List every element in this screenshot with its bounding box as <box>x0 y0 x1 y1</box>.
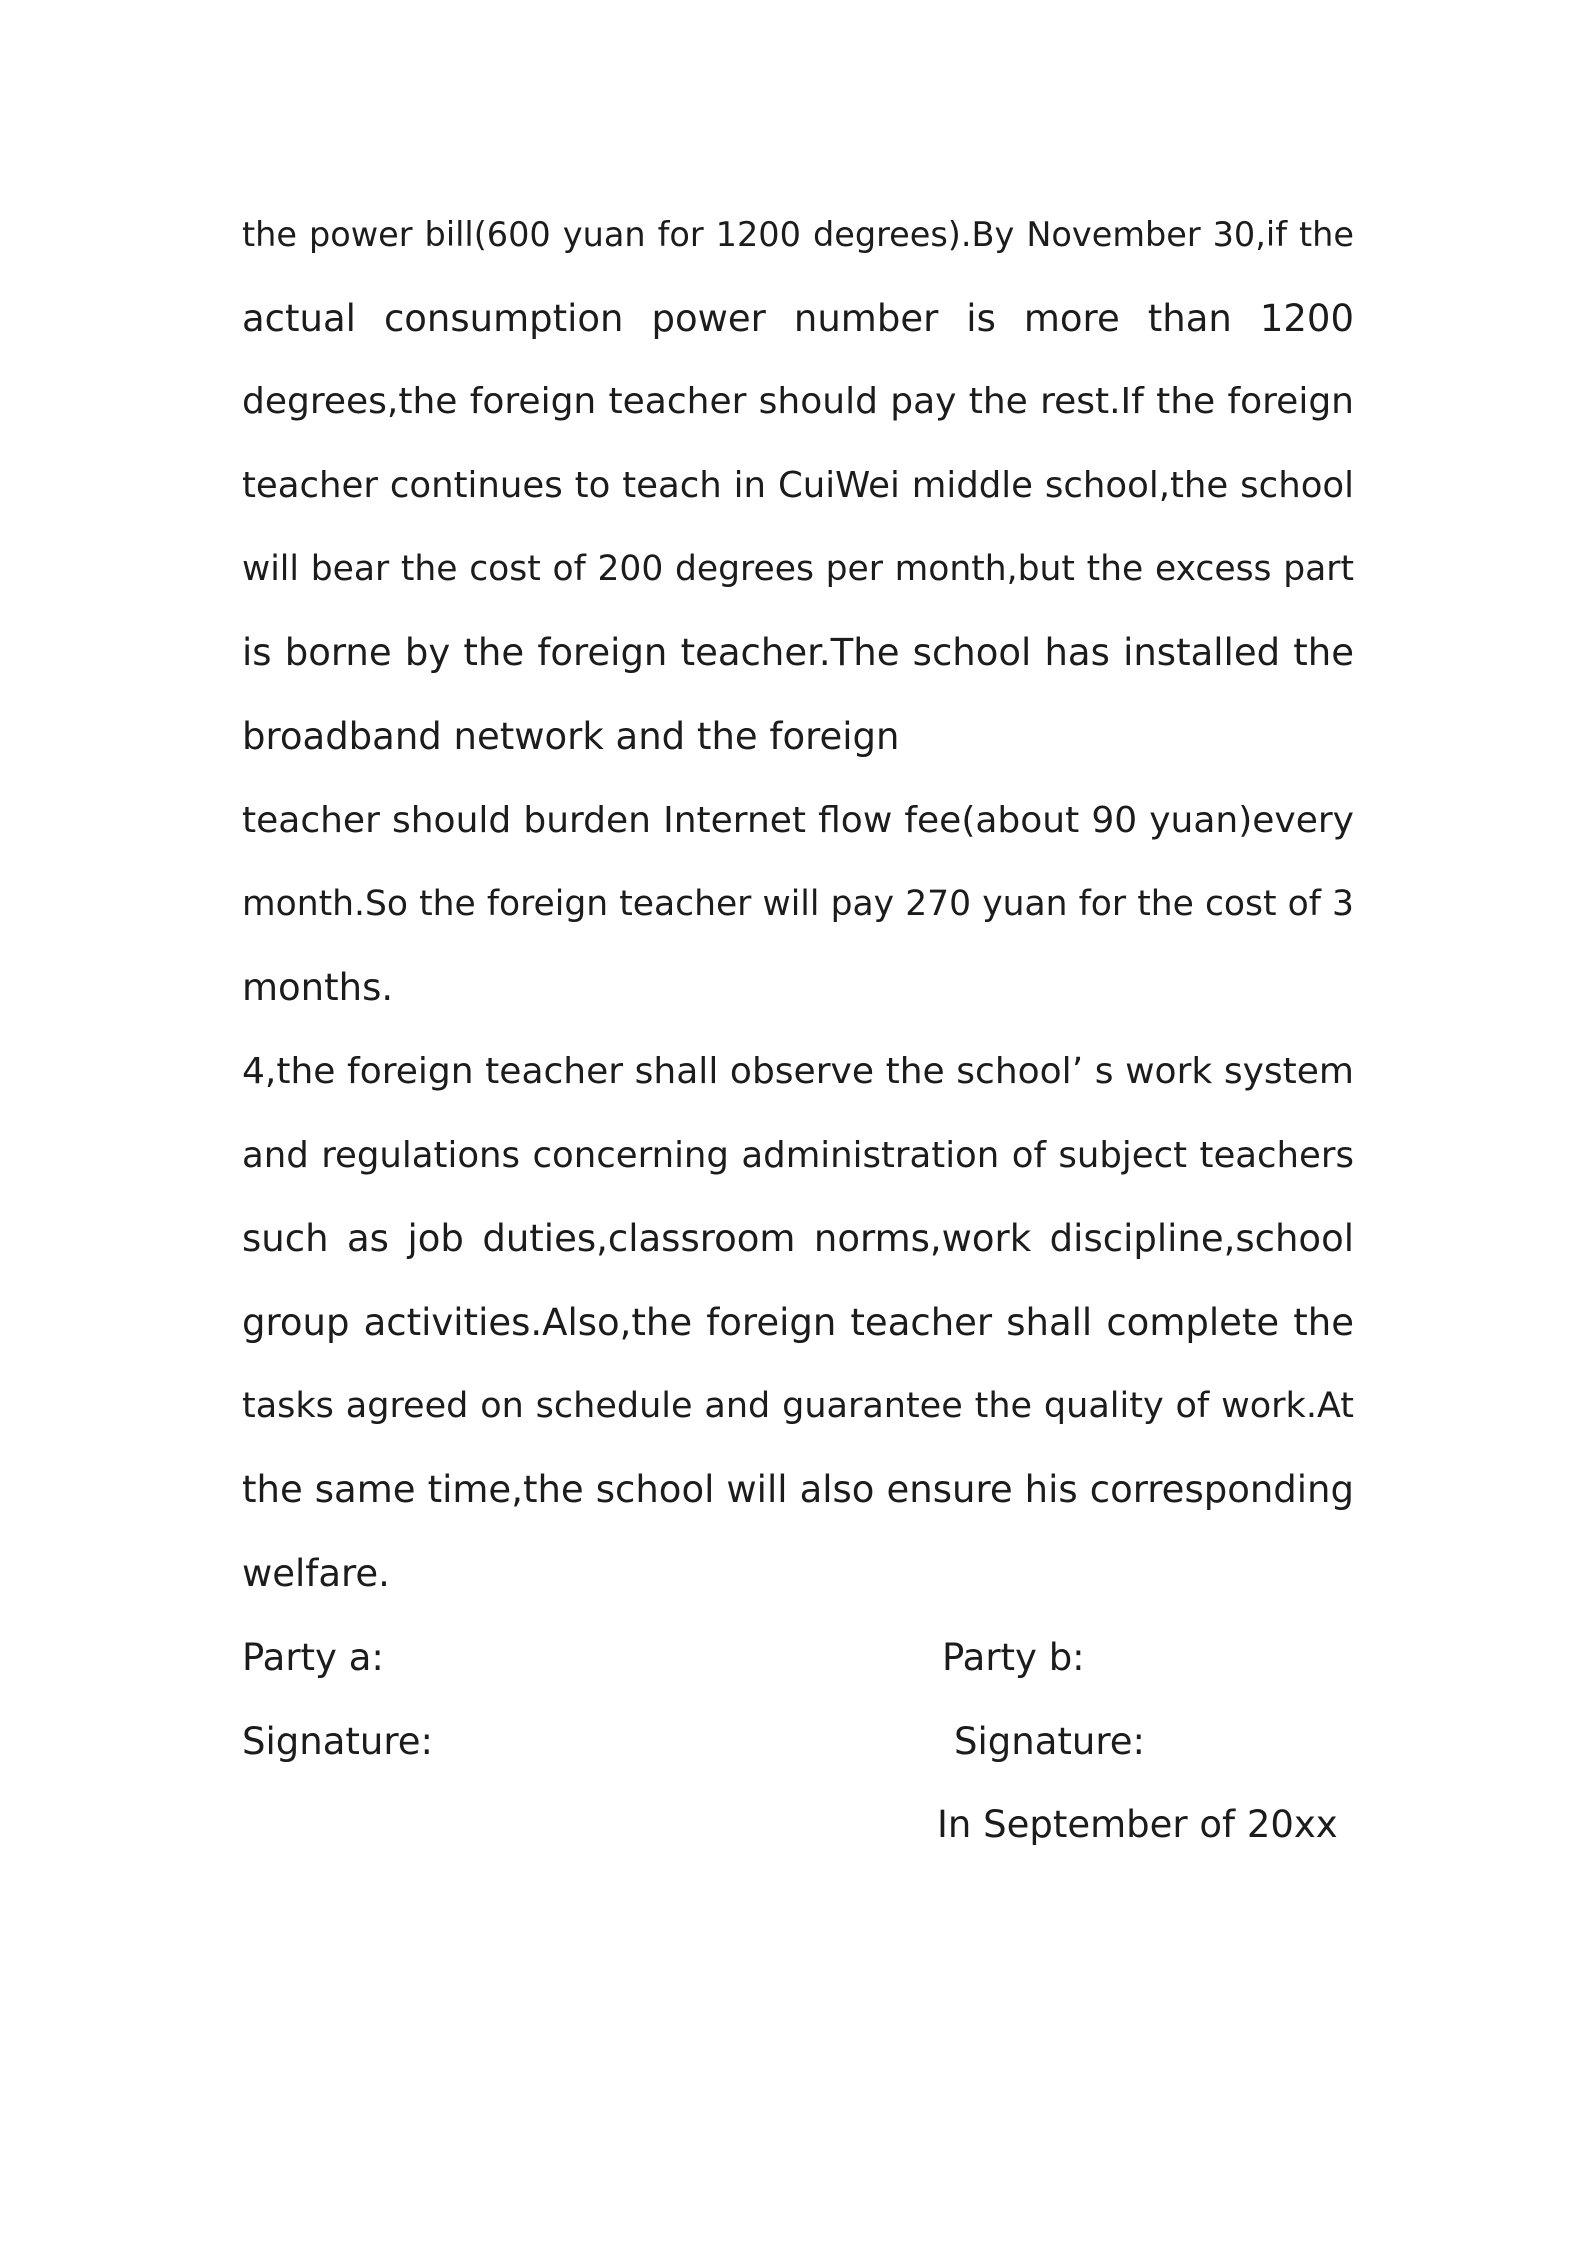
body-line: such as job duties,classroom norms,work discipline,school <box>242 1217 1354 1261</box>
party-a-label: Party a: <box>242 1636 384 1679</box>
body-line: the power bill(600 yuan for 1200 degrees).By November 30,if the <box>242 215 1354 254</box>
signature-row <box>242 1700 1354 1784</box>
body-line: the same time,the school will also ensure his corresponding <box>242 1468 1354 1512</box>
body-line: actual consumption power number is more than 1200 <box>242 296 1354 340</box>
party-row <box>242 1616 1354 1700</box>
body-line: 4,the foreign teacher shall observe the school’ s work system <box>242 1050 1354 1092</box>
body-line: teacher should burden Internet flow fee(about 90 yuan)every <box>242 799 1354 841</box>
party-b-label: Party b: <box>942 1636 1085 1679</box>
body-line: teacher continues to teach in CuiWei middle school,the school <box>242 465 1354 507</box>
body-line: month.So the foreign teacher will pay 270 yuan for the cost of 3 <box>242 883 1354 924</box>
body-line: welfare. <box>242 1552 390 1595</box>
body-line: degrees,the foreign teacher should pay the rest.If the foreign <box>242 381 1354 423</box>
signing-date: In September of 20xx <box>937 1803 1338 1847</box>
contract-body <box>242 193 1354 1616</box>
body-line: tasks agreed on schedule and guarantee the quality of work.At <box>242 1385 1354 1426</box>
body-line: group activities.Also,the foreign teacher shall complete the <box>242 1300 1354 1344</box>
body-line: and regulations concerning administration of subject teachers <box>242 1134 1354 1176</box>
signature-section <box>242 1616 1354 1867</box>
date-row <box>242 1783 1354 1867</box>
body-line: broadband network and the foreign <box>242 715 900 759</box>
signature-b-label: Signature: <box>954 1719 1145 1763</box>
body-line: will bear the cost of 200 degrees per month,but the excess part <box>242 548 1354 589</box>
body-line: months. <box>242 966 394 1010</box>
body-line: is borne by the foreign teacher.The school has installed the <box>242 631 1354 675</box>
signature-a-label: Signature: <box>242 1719 433 1763</box>
